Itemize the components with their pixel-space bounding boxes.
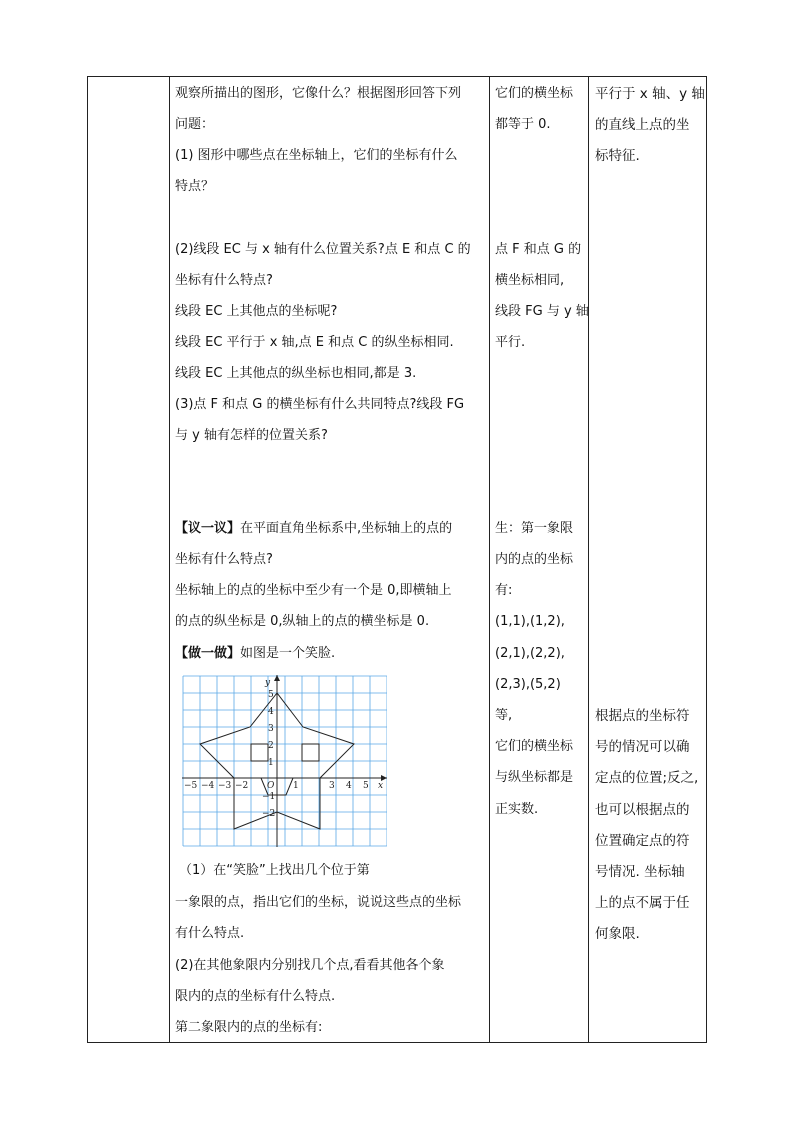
lesson-table [87, 76, 707, 1043]
text-line: 的点的纵坐标是 0,纵轴上的点的横坐标是 0. [175, 614, 430, 629]
x-tick-label: −4 [201, 781, 215, 791]
text-line: 【议一议】在平面直角坐标系中,坐标轴上的点的 [175, 521, 453, 536]
text-line: 位置确定点的符 [595, 833, 690, 849]
text-line: 与 y 轴有怎样的位置关系? [175, 428, 328, 443]
text-line: (1) 图形中哪些点在坐标轴上，它们的坐标有什么 [175, 148, 458, 163]
column-teacher-activity [169, 77, 489, 1042]
text-line: (2)在其他象限内分别找几个点,看看其他各个象 [175, 958, 445, 973]
text-line: 观察所描出的图形，它像什么？根据图形回答下列 [175, 86, 462, 101]
x-tick-label: −2 [235, 781, 249, 791]
text-line: 特点？ [175, 179, 215, 194]
x-axis-label: x [378, 781, 384, 791]
origin-label: O [267, 781, 275, 791]
y-tick-label: −1 [262, 792, 276, 802]
text-line: 都等于 0. [495, 117, 551, 132]
column-student-activity [489, 77, 588, 1042]
column-design-intent [588, 77, 708, 1042]
text-line: 平行. [495, 335, 526, 350]
text-line: 问题： [175, 117, 215, 132]
text-line: 坐标轴上的点的坐标中至少有一个是 0,即横轴上 [175, 583, 452, 598]
text-line: 它们的横坐标 [495, 739, 574, 754]
x-tick-label: 4 [346, 781, 352, 791]
text-line: 标特征. [595, 148, 640, 164]
y-axis-label: y [265, 678, 271, 688]
text-line: 坐标有什么特点? [175, 552, 273, 567]
text-line: 点 F 和点 G 的 [495, 242, 582, 257]
text-line: 横坐标相同, [495, 273, 565, 288]
text-line: 有什么特点. [175, 926, 245, 941]
y-tick-label: 3 [268, 724, 274, 734]
y-tick-label: 4 [268, 707, 274, 717]
text-line: 号的情况可以确 [595, 739, 690, 755]
x-tick-label: 1 [293, 781, 299, 791]
text-line: 线段 EC 上其他点的坐标呢? [175, 304, 338, 319]
text-line: 平行于 x 轴、y 轴 [595, 86, 705, 102]
text-line: (3)点 F 和点 G 的横坐标有什么共同特点?线段 FG [175, 397, 465, 412]
text-line: 它们的横坐标 [495, 86, 574, 101]
text-line: 上的点不属于任 [595, 895, 690, 911]
y-tick-label: 5 [268, 690, 274, 700]
text-line: 线段 FG 与 y 轴 [495, 304, 589, 319]
smiley-face-coordinate-graph [182, 675, 387, 847]
text-line: 内的点的坐标 [495, 552, 574, 567]
text-line: 根据点的坐标符 [595, 708, 690, 724]
text-line: 第二象限内的点的坐标有: [175, 1020, 323, 1035]
grid-lines [183, 676, 387, 846]
text-line: 号情况. 坐标轴 [595, 864, 685, 880]
text-line: 正实数. [495, 802, 539, 817]
text-line: 定点的位置;反之, [595, 770, 699, 786]
text-line: 线段 EC 上其他点的纵坐标也相同,都是 3. [175, 366, 417, 381]
text-line: 坐标有什么特点? [175, 273, 273, 288]
x-tick-label: −5 [184, 781, 198, 791]
text-line: 等, [495, 708, 513, 723]
text-line: 线段 EC 平行于 x 轴,点 E 和点 C 的纵坐标相同. [175, 335, 454, 350]
text-line: 与纵坐标都是 [495, 770, 574, 785]
x-tick-label: 3 [329, 781, 335, 791]
column-stage [88, 77, 169, 1042]
text-line: 一象限的点，指出它们的坐标，说说这些点的坐标 [175, 895, 462, 910]
text-line: 的直线上点的坐 [595, 117, 690, 133]
x-tick-label: −3 [218, 781, 232, 791]
text-line: （1）在“笑脸”上找出几个位于第 [179, 863, 370, 878]
text-line: (2,1),(2,2), [495, 646, 565, 661]
text-line: (2,3),(5,2) [495, 677, 561, 692]
y-tick-label: 2 [268, 741, 274, 751]
x-tick-label: 5 [363, 781, 369, 791]
text-line: 有: [495, 583, 513, 598]
text-line: (2)线段 EC 与 x 轴有什么位置关系?点 E 和点 C 的 [175, 242, 471, 257]
y-tick-label: −2 [262, 809, 276, 819]
y-tick-label: 1 [268, 758, 274, 768]
text-line: 限内的点的坐标有什么特点. [175, 989, 336, 1004]
text-line: 何象限. [595, 926, 640, 942]
text-line: (1,1),(1,2), [495, 614, 565, 629]
text-line: 也可以根据点的 [595, 802, 690, 818]
text-line: 【做一做】如图是一个笑脸. [175, 646, 336, 661]
text-line: 生：第一象限 [495, 521, 574, 536]
